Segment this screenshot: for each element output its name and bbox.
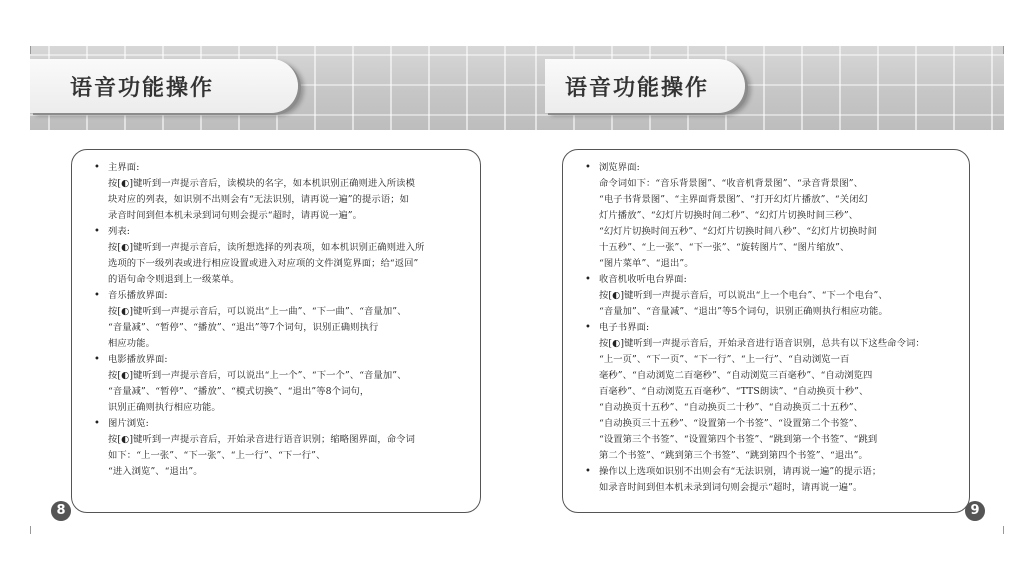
section-heading: • 主界面: bbox=[108, 162, 140, 173]
section-line: “音量减”、“暂停”、“播放”、“模式切换”、“退出”等8个词句， bbox=[108, 386, 370, 397]
section-heading: • 电子书界面: bbox=[599, 322, 650, 333]
section-list bbox=[94, 160, 474, 480]
section-item bbox=[94, 416, 474, 480]
page-title: 语音功能操作 bbox=[565, 76, 710, 101]
section-line: 命令词如下：“音乐背景图”、“收音机背景图”、“录音背景图”、 bbox=[599, 178, 864, 189]
title-plate bbox=[30, 59, 298, 113]
section-line: “图片菜单”、“退出”。 bbox=[599, 258, 694, 269]
section-heading: • 收音机收听电台界面: bbox=[599, 274, 687, 285]
section-line: 相应功能。 bbox=[108, 338, 155, 349]
section-item bbox=[94, 352, 474, 416]
section-line: 录音时间到但本机未录到词句则会提示“超时，请再说一遍”。 bbox=[108, 210, 363, 221]
section-item bbox=[585, 464, 963, 496]
section-line: 第二个书签”、“跳到第三个书签”、“跳到第四个书签”、“退出”。 bbox=[599, 450, 868, 461]
section-line: 百毫秒”、“自动浏览五百毫秒”、“TTS朗读”、“自动换页十秒”、 bbox=[599, 386, 869, 397]
section-item bbox=[94, 224, 474, 288]
page-number: 9 bbox=[965, 501, 985, 521]
crop-mark bbox=[30, 46, 31, 54]
crop-mark bbox=[30, 526, 31, 534]
section-heading: • 浏览界面: bbox=[599, 162, 640, 173]
content-panel bbox=[71, 149, 481, 513]
page-number: 8 bbox=[51, 501, 71, 521]
section-line: 如下：“上一张”、“下一张”、“上一行”、“下一行”、 bbox=[108, 450, 326, 461]
page-title: 语音功能操作 bbox=[70, 76, 215, 101]
section-line: “音量减”、“暂停”、“播放”、“退出”等7个词句，识别正确则执行 bbox=[108, 322, 379, 333]
section-line: 如录音时间到但本机未录到词句则会提示“超时，请再说一遍”。 bbox=[599, 482, 863, 493]
section-line: “幻灯片切换时间五秒”、“幻灯片切换时间八秒”、“幻灯片切换时间 bbox=[599, 226, 877, 237]
section-line: “自动换页十五秒”、“自动换页二十秒”、“自动换页二十五秒”、 bbox=[599, 402, 864, 413]
section-line: “电子书背景图”、“主界面背景图”、“打开幻灯片播放”、“关闭幻 bbox=[599, 194, 868, 205]
header-banner bbox=[517, 46, 1004, 130]
section-line: 按[◐]键听到一声提示音后，可以说出“上一曲”、“下一曲”、“音量加”、 bbox=[108, 306, 407, 317]
section-line: “上一页”、“下一页”、“下一行”、“上一行”、“自动浏览一百 bbox=[599, 354, 850, 365]
section-item bbox=[94, 160, 474, 224]
section-line: 按[◐]键听到一声提示音后，开始录音进行语音识别，总共有以下这些命令词： bbox=[599, 338, 925, 349]
section-line: 十五秒”、“上一张”、“下一张”、“旋转图片”、“图片缩放”、 bbox=[599, 242, 850, 253]
section-line: 按[◐]键听到一声提示音后，读所想选择的列表项，如本机识别正确则进入所 bbox=[108, 242, 425, 253]
right-page bbox=[517, 0, 1034, 579]
section-line: “音量加”、“音量减”、“退出”等5个词句，识别正确则执行相应功能。 bbox=[599, 306, 888, 317]
title-plate bbox=[545, 59, 745, 113]
section-line: 按[◐]键听到一声提示音后，可以说出“上一个”、“下一个”、“音量加”、 bbox=[108, 370, 407, 381]
section-heading: • 操作以上选项如识别不出则会有“无法识别，请再说一遍”的提示语； bbox=[599, 466, 882, 477]
section-item bbox=[585, 320, 963, 464]
section-line: 识别正确则执行相应功能。 bbox=[108, 402, 221, 413]
section-heading: • 音乐播放界面: bbox=[108, 290, 168, 301]
section-line: 灯片播放”、“幻灯片切换时间二秒”、“幻灯片切换时间三秒”、 bbox=[599, 210, 859, 221]
section-line: 毫秒”、“自动浏览二百毫秒”、“自动浏览三百毫秒”、“自动浏览四 bbox=[599, 370, 873, 381]
section-item bbox=[585, 160, 963, 272]
crop-mark bbox=[1003, 526, 1004, 534]
header-banner bbox=[30, 46, 517, 130]
section-line: “进入浏览”、“退出”。 bbox=[108, 466, 203, 477]
section-line: 选项的下一级列表或进行相应设置或进入对应项的文件浏览界面；给“返回” bbox=[108, 258, 419, 269]
section-heading: • 电影播放界面: bbox=[108, 354, 168, 365]
section-item bbox=[585, 272, 963, 320]
section-line: 按[◐]键听到一声提示音后，可以说出“上一个电台”、“下一个电台”、 bbox=[599, 290, 888, 301]
section-line: “自动换页三十五秒”、“设置第一个书签”、“设置第二个书签”、 bbox=[599, 418, 864, 429]
content-panel bbox=[562, 149, 970, 513]
section-heading: • 图片浏览: bbox=[108, 418, 149, 429]
section-line: 块对应的列表，如识别不出则会有“无法识别，请再说一遍”的提示语；如 bbox=[108, 194, 410, 205]
section-line: 的语句命令则退到上一级菜单。 bbox=[108, 274, 240, 285]
section-list bbox=[585, 160, 963, 496]
section-line: 按[◐]键听到一声提示音后，读模块的名字，如本机识别正确则进入所读模 bbox=[108, 178, 415, 189]
section-item bbox=[94, 288, 474, 352]
crop-mark bbox=[1003, 46, 1004, 54]
section-line: 按[◐]键听到一声提示音后，开始录音进行语音识别；缩略图界面，命令词 bbox=[108, 434, 415, 445]
section-heading: • 列表: bbox=[108, 226, 131, 237]
section-line: “设置第三个书签”、“设置第四个书签”、“跳到第一个书签”、“跳到 bbox=[599, 434, 878, 445]
